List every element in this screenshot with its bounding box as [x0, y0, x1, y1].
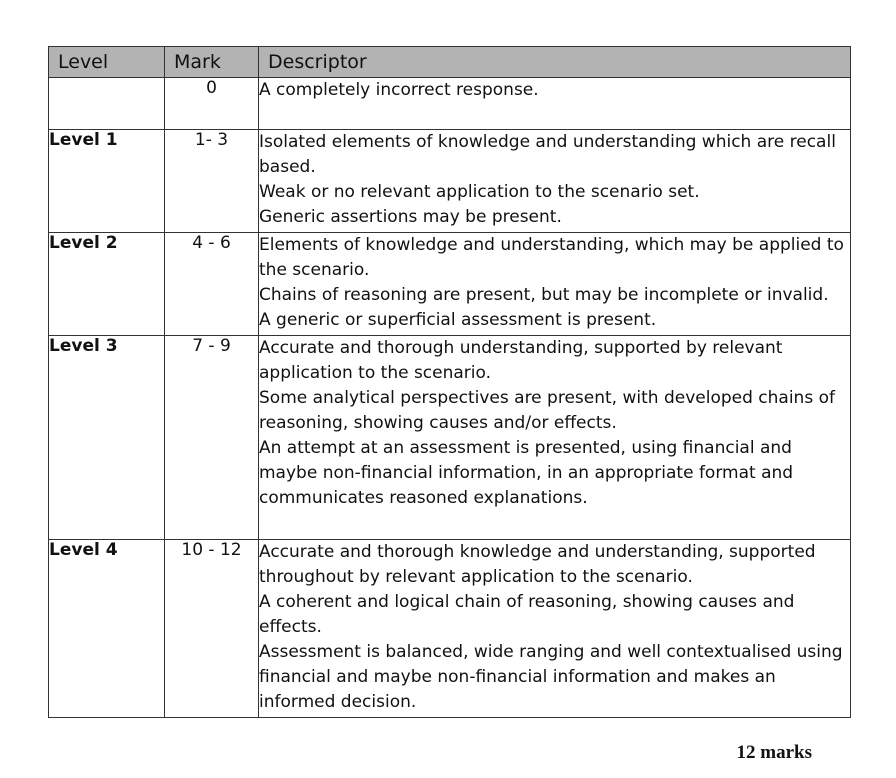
- descriptor-line: Generic assertions may be present.: [259, 207, 562, 227]
- descriptor-line: Chains of reasoning are present, but may be incomplete or invalid.: [259, 285, 829, 305]
- descriptor-line: An attempt at an assessment is presented, using financial and maybe non-financial information, in an appropriate format and communicates reasoned explanations.: [259, 438, 794, 508]
- descriptor-cell: [259, 336, 851, 540]
- level-cell: Level 4: [49, 540, 165, 718]
- level-cell: Level 2: [49, 233, 165, 336]
- header-level: Level: [49, 47, 165, 78]
- descriptor-line: A coherent and logical chain of reasoning, showing causes and effects.: [259, 592, 795, 637]
- mark-cell: 7 - 9: [165, 336, 259, 540]
- table-row: [49, 540, 851, 718]
- descriptor-line: Isolated elements of knowledge and understanding which are recall based.: [259, 132, 836, 177]
- levels-mark-scheme-table: [48, 46, 851, 718]
- level-cell: [49, 78, 165, 130]
- mark-cell: 4 - 6: [165, 233, 259, 336]
- descriptor-line: Accurate and thorough knowledge and understanding, supported throughout by relevant application to the scenario.: [259, 542, 816, 587]
- descriptor-line: A completely incorrect response.: [259, 80, 539, 100]
- mark-cell: 10 - 12: [165, 540, 259, 718]
- level-cell: Level 1: [49, 130, 165, 233]
- descriptor-line: Assessment is balanced, wide ranging and well contextualised using financial and maybe non-financial information and makes an informed decision.: [259, 642, 843, 712]
- descriptor-line: A generic or superficial assessment is present.: [259, 310, 657, 330]
- table-row: [49, 78, 851, 130]
- descriptor-cell: [259, 233, 851, 336]
- descriptor-line: Elements of knowledge and understanding, which may be applied to the scenario.: [259, 235, 844, 280]
- descriptor-line: Weak or no relevant application to the scenario set.: [259, 182, 700, 202]
- descriptor-line: Accurate and thorough understanding, supported by relevant application to the scenario.: [259, 338, 783, 383]
- header-row: [49, 47, 851, 78]
- descriptor-line: Some analytical perspectives are present, with developed chains of reasoning, showing causes and/or effects.: [259, 388, 835, 433]
- descriptor-cell: [259, 78, 851, 130]
- level-cell: Level 3: [49, 336, 165, 540]
- descriptor-cell: [259, 130, 851, 233]
- table-row: [49, 233, 851, 336]
- table-row: [49, 130, 851, 233]
- table-row: [49, 336, 851, 540]
- mark-cell: 0: [165, 78, 259, 130]
- header-descriptor: Descriptor: [259, 47, 851, 78]
- total-marks: 12 marks: [736, 742, 812, 763]
- descriptor-cell: [259, 540, 851, 718]
- header-mark: Mark: [165, 47, 259, 78]
- mark-cell: 1- 3: [165, 130, 259, 233]
